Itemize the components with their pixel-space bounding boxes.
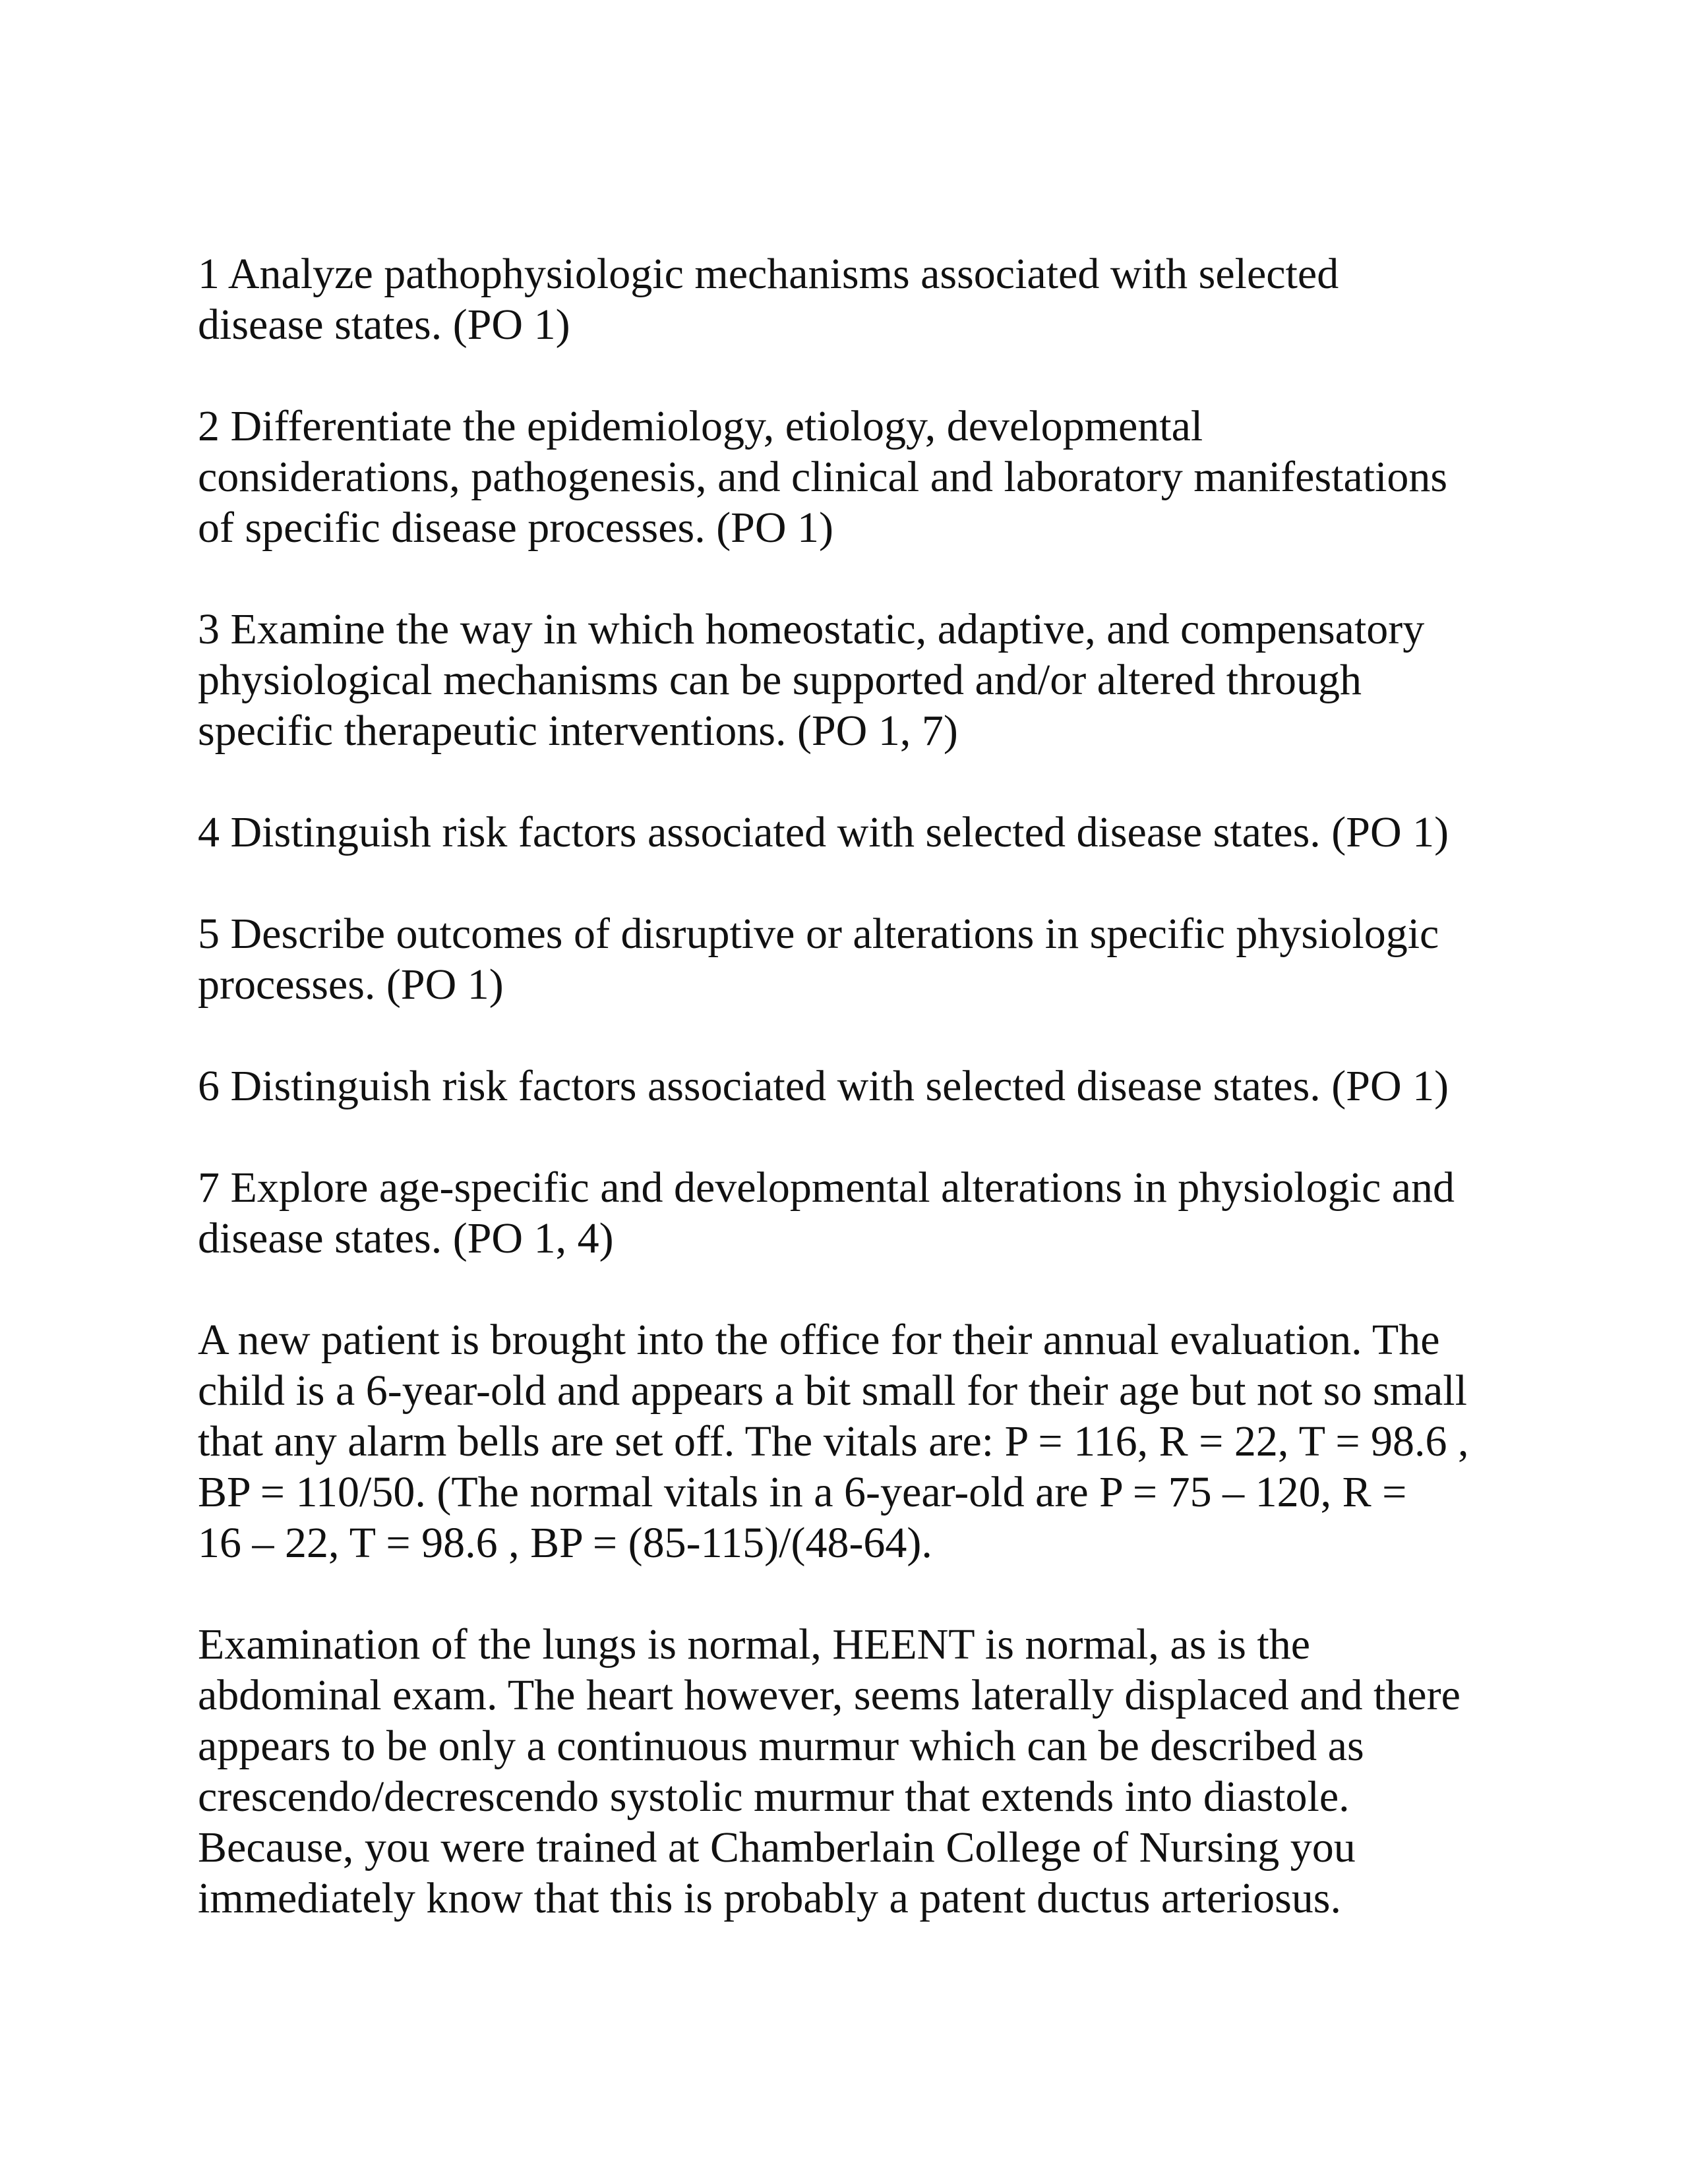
text-line: 2 Differentiate the epidemiology, etiology, developmental — [198, 402, 1203, 450]
text-line: 3 Examine the way in which homeostatic, adaptive, and compensatory — [198, 605, 1425, 653]
text-line: Examination of the lungs is normal, HEENT is normal, as is the — [198, 1620, 1311, 1668]
text-line: 5 Describe outcomes of disruptive or alterations in specific physiologic — [198, 910, 1439, 958]
objective-2-paragraph — [198, 401, 1517, 553]
objective-5-paragraph — [198, 908, 1517, 1010]
objective-6-paragraph — [198, 1061, 1517, 1111]
text-line: 16 – 22, T = 98.6 , BP = (85-115)/(48-64). — [198, 1519, 932, 1567]
objective-4-paragraph — [198, 807, 1517, 858]
text-line: 1 Analyze pathophysiologic mechanisms associated with selected — [198, 250, 1339, 298]
objective-3-paragraph — [198, 604, 1517, 756]
text-line: 6 Distinguish risk factors associated with selected disease states. (PO 1) — [198, 1062, 1449, 1110]
text-line: that any alarm bells are set off. The vitals are: P = 116, R = 22, T = 98.6 , — [198, 1417, 1469, 1465]
text-line: A new patient is brought into the office for their annual evaluation. The — [198, 1316, 1440, 1364]
text-line: disease states. (PO 1, 4) — [198, 1214, 614, 1262]
text-line: disease states. (PO 1) — [198, 301, 570, 349]
text-line: 7 Explore age-specific and developmental alterations in physiologic and — [198, 1164, 1455, 1212]
text-line: physiological mechanisms can be supported and/or altered through — [198, 656, 1362, 704]
text-line: 4 Distinguish risk factors associated with selected disease states. (PO 1) — [198, 808, 1449, 856]
examination-paragraph — [198, 1619, 1517, 1924]
text-line: considerations, pathogenesis, and clinical and laboratory manifestations — [198, 453, 1448, 501]
text-line: appears to be only a continuous murmur which can be described as — [198, 1722, 1364, 1770]
objective-7-paragraph — [198, 1162, 1517, 1264]
text-line: crescendo/decrescendo systolic murmur that extends into diastole. — [198, 1773, 1350, 1821]
objective-1-paragraph — [198, 249, 1517, 350]
text-line: of specific disease processes. (PO 1) — [198, 504, 834, 552]
document-body — [198, 249, 1517, 1924]
text-line: Because, you were trained at Chamberlain College of Nursing you — [198, 1823, 1356, 1872]
case-intro-paragraph — [198, 1314, 1517, 1568]
text-line: child is a 6-year-old and appears a bit small for their age but not so small — [198, 1367, 1467, 1415]
text-line: immediately know that this is probably a patent ductus arteriosus. — [198, 1874, 1341, 1922]
text-line: processes. (PO 1) — [198, 960, 504, 1009]
text-line: BP = 110/50. (The normal vitals in a 6-year-old are P = 75 – 120, R = — [198, 1468, 1407, 1516]
text-line: abdominal exam. The heart however, seems laterally displaced and there — [198, 1671, 1461, 1719]
text-line: specific therapeutic interventions. (PO 1, 7) — [198, 707, 958, 755]
